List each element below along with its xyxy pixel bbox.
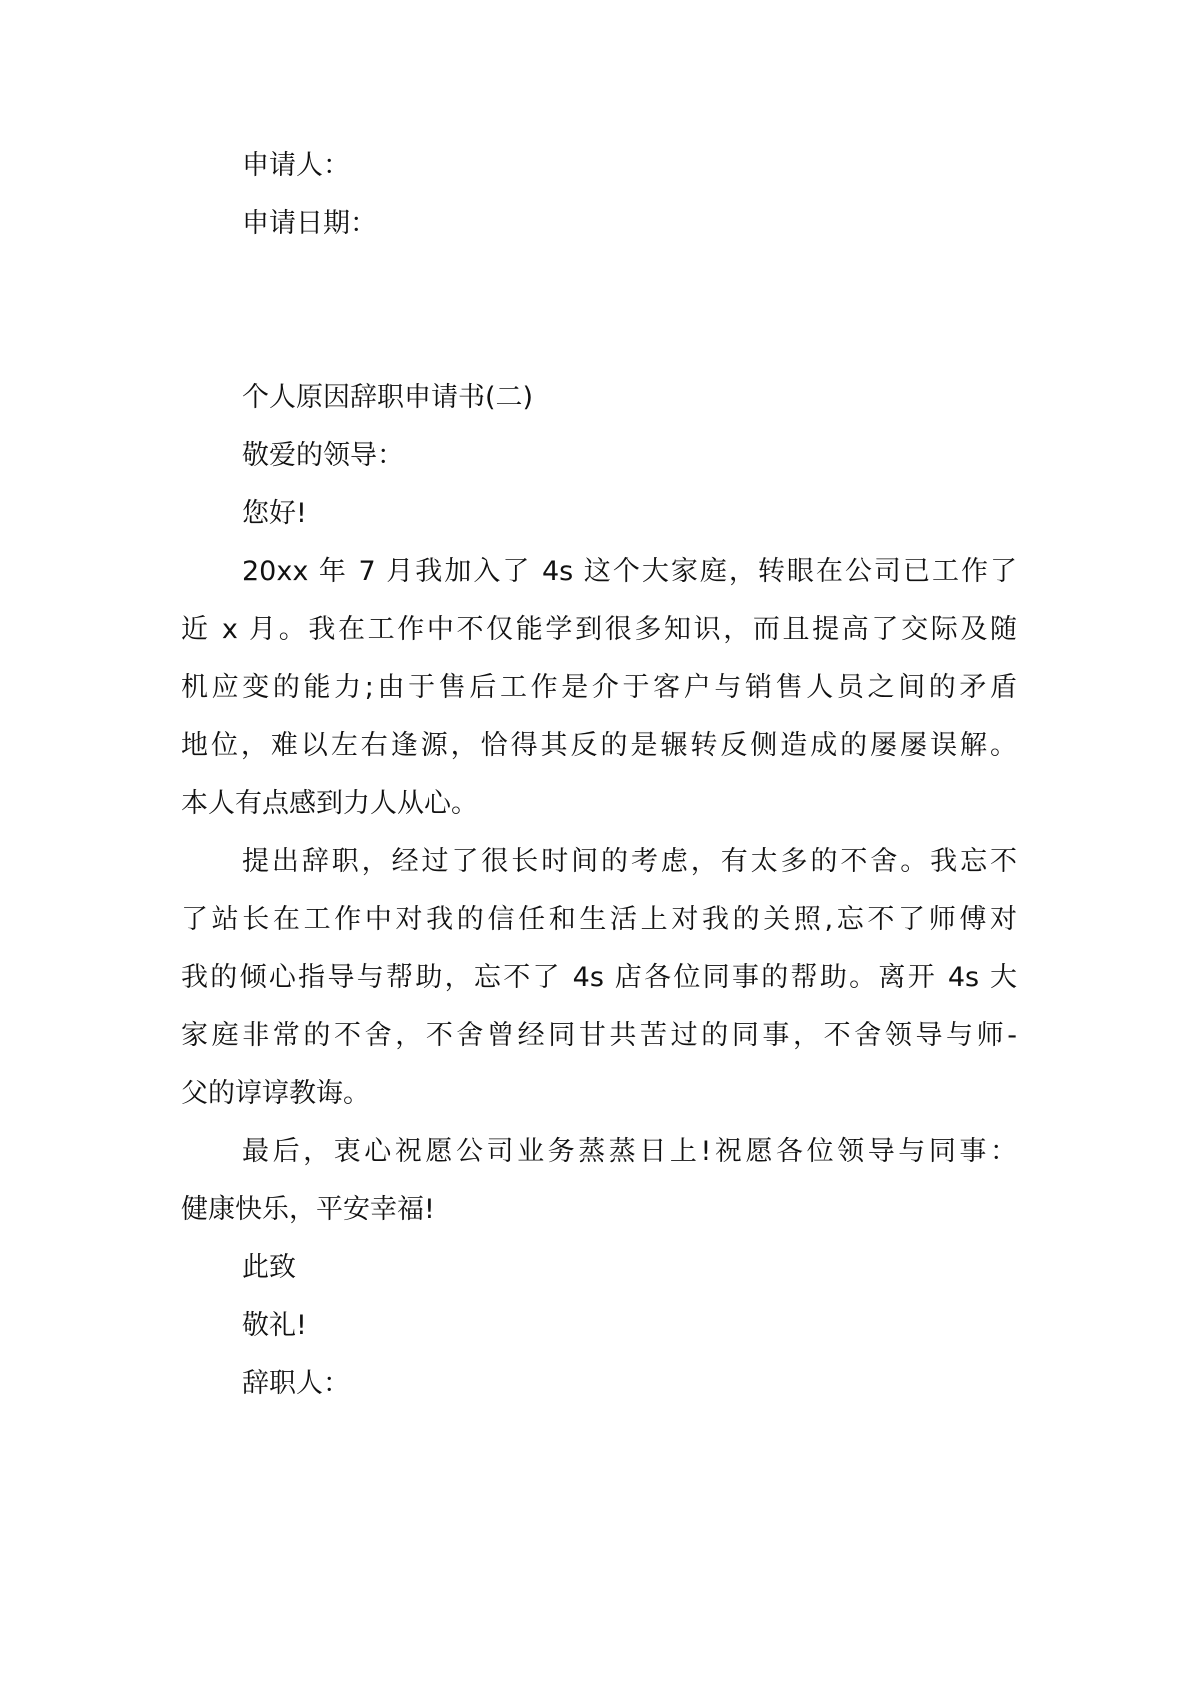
paragraph-line: 我的倾心指导与帮助，忘不了 4s 店各位同事的帮助。离开 4s 大 [181, 962, 1017, 993]
paragraph-line: 健康快乐，平安幸福! [181, 1194, 435, 1225]
paragraph-line: 最后，衷心祝愿公司业务蒸蒸日上!祝愿各位领导与同事： [242, 1136, 1017, 1167]
resigner-label: 辞职人： [242, 1368, 350, 1399]
document-title: 个人原因辞职申请书(二) [242, 382, 534, 413]
salutation: 敬爱的领导： [242, 440, 404, 471]
paragraph-line: 机应变的能力;由于售后工作是介于客户与销售人员之间的矛盾 [181, 672, 1017, 703]
closing-line-2: 敬礼! [242, 1310, 307, 1341]
paragraph-line: 20xx 年 7 月我加入了 4s 这个大家庭，转眼在公司已工作了 [242, 556, 1017, 587]
applicant-label: 申请人： [242, 150, 350, 181]
paragraph-line: 了站长在工作中对我的信任和生活上对我的关照,忘不了师傅对 [181, 904, 1017, 935]
paragraph-line: 地位，难以左右逢源，恰得其反的是辗转反侧造成的屡屡误解。 [181, 730, 1017, 761]
paragraph-line: 提出辞职，经过了很长时间的考虑，有太多的不舍。我忘不 [242, 846, 1017, 877]
apply-date-label: 申请日期： [242, 208, 377, 239]
paragraph-line: 近 x 月。我在工作中不仅能学到很多知识，而且提高了交际及随 [181, 614, 1017, 645]
paragraph-line: 父的谆谆教诲。 [181, 1078, 370, 1109]
greeting: 您好! [242, 498, 307, 529]
paragraph-line: 本人有点感到力人从心。 [181, 788, 478, 819]
paragraph-line: 家庭非常的不舍，不舍曾经同甘共苦过的同事，不舍领导与师- [181, 1020, 1017, 1051]
closing-line-1: 此致 [242, 1252, 296, 1283]
